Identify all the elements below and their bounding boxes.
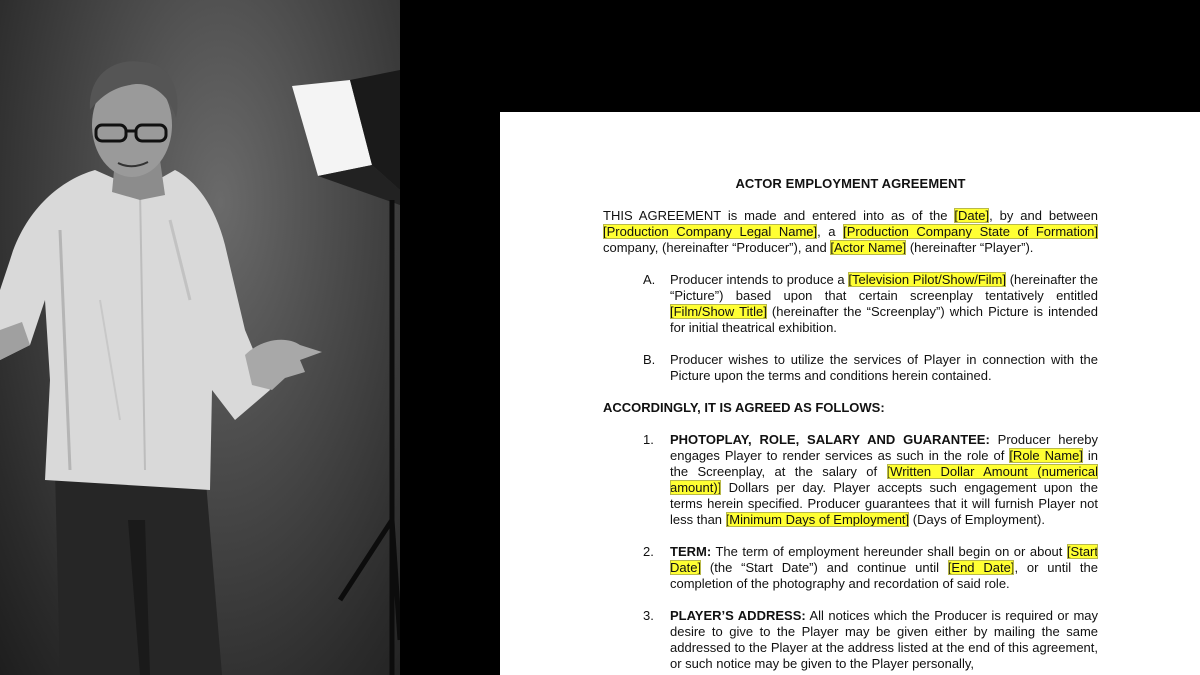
recital-text (670, 272, 1098, 336)
softbox-light (292, 70, 400, 205)
recital-text-part: Producer wishes to utilize the services of Player in connection with the Picture upon the terms and conditions herein contained. (670, 352, 1098, 383)
accordingly-heading: ACCORDINGLY, IT IS AGREED AS FOLLOWS: (603, 400, 885, 415)
placeholder-date: [Date] (954, 208, 990, 223)
intro-text: , by and between (989, 208, 1098, 223)
clause-marker: 2. (643, 544, 654, 559)
intro-text: (hereinafter “Player”). (906, 240, 1034, 255)
intro-text: company, (hereinafter “Producer”), and (603, 240, 831, 255)
placeholder-company-state: [Production Company State of Formation] (843, 224, 1098, 239)
recital-text-part: Producer intends to produce a (670, 272, 849, 287)
placeholder-actor-name: [Actor Name] (830, 240, 907, 255)
placeholder-start-date: [Start Date] (670, 544, 1098, 575)
clause-text-part: Producer hereby engages Player to render services as such in the role of (670, 432, 1098, 463)
clause-text-part: The term of employment hereunder shall begin on or about (711, 544, 1067, 559)
clause-marker: 1. (643, 432, 654, 447)
placeholder-production-type: [Television Pilot/Show/Film] (848, 272, 1006, 287)
placeholder-end-date: [End Date] (947, 560, 1015, 575)
clause-heading: TERM: (670, 544, 712, 559)
shirt (0, 170, 270, 490)
placeholder-role-name: [Role Name] (1009, 448, 1083, 463)
placeholder-dollar-amount: [Written Dollar Amount (numerical amount)] (670, 464, 1098, 495)
light-stand (340, 200, 400, 675)
recital-text-part: (hereinafter the “Picture”) based upon that certain screenplay tentatively entitled (670, 272, 1099, 303)
clause-text (670, 608, 1098, 672)
placeholder-minimum-days: [Minimum Days of Employment] (725, 512, 910, 527)
gesturing-hand (245, 340, 322, 390)
photo-panel (0, 0, 400, 675)
placeholder-film-title: [Film/Show Title] (670, 304, 767, 319)
clause-heading: PHOTOPLAY, ROLE, SALARY AND GUARANTEE: (670, 432, 990, 447)
recital-marker: A. (643, 272, 656, 287)
clause-marker: 3. (643, 608, 654, 623)
intro-paragraph (603, 208, 1098, 256)
clause-text (670, 544, 1098, 592)
recital-text-part: (hereinafter the “Screenplay”) which Picture is intended for initial theatrical exhibition. (670, 304, 1099, 335)
clause-text (670, 432, 1098, 528)
placeholder-company-name: [Production Company Legal Name] (603, 224, 818, 239)
clause-text-part: All notices which the Producer is required or may desire to give to the Player may be given either by mailing the same addressed to the Player at the address listed at the end of this agreement, or such notice may be given to the Player personally, (670, 608, 1099, 671)
recital-marker: B. (643, 352, 656, 367)
clause-heading: PLAYER’S ADDRESS: (670, 608, 806, 623)
intro-text: , a (817, 224, 844, 239)
clause-text-part: Dollars per day. Player accepts such engagement upon the terms herein specified. Producer guarantees that it will furnish Player not less than (670, 480, 1098, 527)
agreement-page (500, 112, 1200, 675)
clause-text-part: (the “Start Date”) and continue until (701, 560, 948, 575)
actor-photo (0, 0, 400, 675)
clause-text-part: , or until the completion of the photography and recordation of said role. (670, 560, 1098, 591)
intro-text: THIS AGREEMENT is made and entered into as of the (603, 208, 955, 223)
trousers (55, 470, 222, 675)
clause-text-part: in the Screenplay, at the salary of (670, 448, 1099, 479)
recital-text (670, 352, 1098, 384)
document-title: ACTOR EMPLOYMENT AGREEMENT (735, 176, 966, 191)
clause-text-part: (Days of Employment). (909, 512, 1045, 527)
